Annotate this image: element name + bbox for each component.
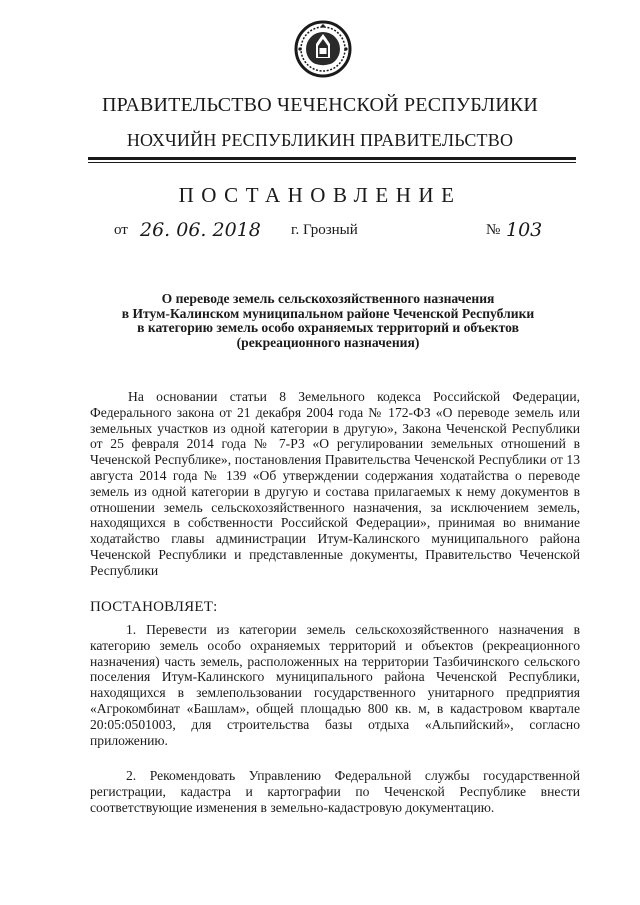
document-type-title: ПОСТАНОВЛЕНИЕ <box>178 183 462 207</box>
government-name-chechen: НОХЧИЙН РЕСПУБЛИКИН ПРАВИТЕЛЬСТВО <box>126 130 514 150</box>
number-label: № <box>486 222 501 238</box>
chechen-republic-emblem-icon <box>294 20 352 78</box>
city-label: г. Грозный <box>291 222 358 238</box>
decree-item-1: 1. Перевести из категории земель сельскохозяйственного назначения в категорию земель особо охраняемых территорий и объектов (рекреационного назначения) часть земель, расположенных на территории Тазбичинского сельского поселения Итум-Калинского муниципального района Чеченской Республики, находящихся в землепользовании государственного унитарного предприятия «Агрокомбинат «Башлам», общей площадью 800 кв. м, в кадастровом квартале 20:05:0501003, для строительства базы отдыха «Альпийский», согласно приложению. <box>90 622 580 748</box>
date-value: 26. 06. 2018 <box>140 219 261 241</box>
header-divider-thin <box>88 162 576 163</box>
preamble-paragraph: На основании статьи 8 Земельного кодекса Российской Федерации, Федерального закона от 21 декабря 2004 года № 172-ФЗ «О переводе земель или земельных участков из одной категории в другую», Закона Чеченской Республики от 25 февраля 2014 года № 7-РЗ «О регулировании земельных отношений в Чеченской Республике», постановления Правительства Чеченской Республики от 13 августа 2014 года № 139 «Об утверждении содержания ходатайства о переводе земель из одной категории в другую и состава прилагаемых к нему документов в отношении земель сельскохозяйственного назначения, за исключением земель, находящихся в собственности Российской Федерации», принимая во внимание ходатайство главы администрации Итум-Калинского муниципального района Чеченской Республики и представленные документы, Правительство Чеченской Республики <box>90 389 580 578</box>
subject-line: в категорию земель особо охраняемых территорий и объектов <box>137 320 519 336</box>
date-label: от <box>114 222 128 238</box>
subject-line: в Итум-Калинском муниципальном районе Чеченской Республики <box>121 305 535 321</box>
number-value: 103 <box>506 219 543 241</box>
subject-line: (рекреационного назначения) <box>236 334 420 350</box>
decree-word: ПОСТАНОВЛЯЕТ: <box>90 599 218 615</box>
government-name-russian: ПРАВИТЕЛЬСТВО ЧЕЧЕНСКОЙ РЕСПУБЛИКИ <box>101 94 539 116</box>
subject-line: О переводе земель сельскохозяйственного назначения <box>161 291 495 306</box>
document-subject <box>90 292 566 350</box>
decree-item-2: 2. Рекомендовать Управлению Федеральной службы государственной регистрации, кадастра и картографии по Чеченской Республике внести соответствующие изменения в земельно-кадастровую документацию. <box>90 768 580 815</box>
footer-file-stamp <box>90 855 260 860</box>
header-divider-thick <box>88 157 576 160</box>
